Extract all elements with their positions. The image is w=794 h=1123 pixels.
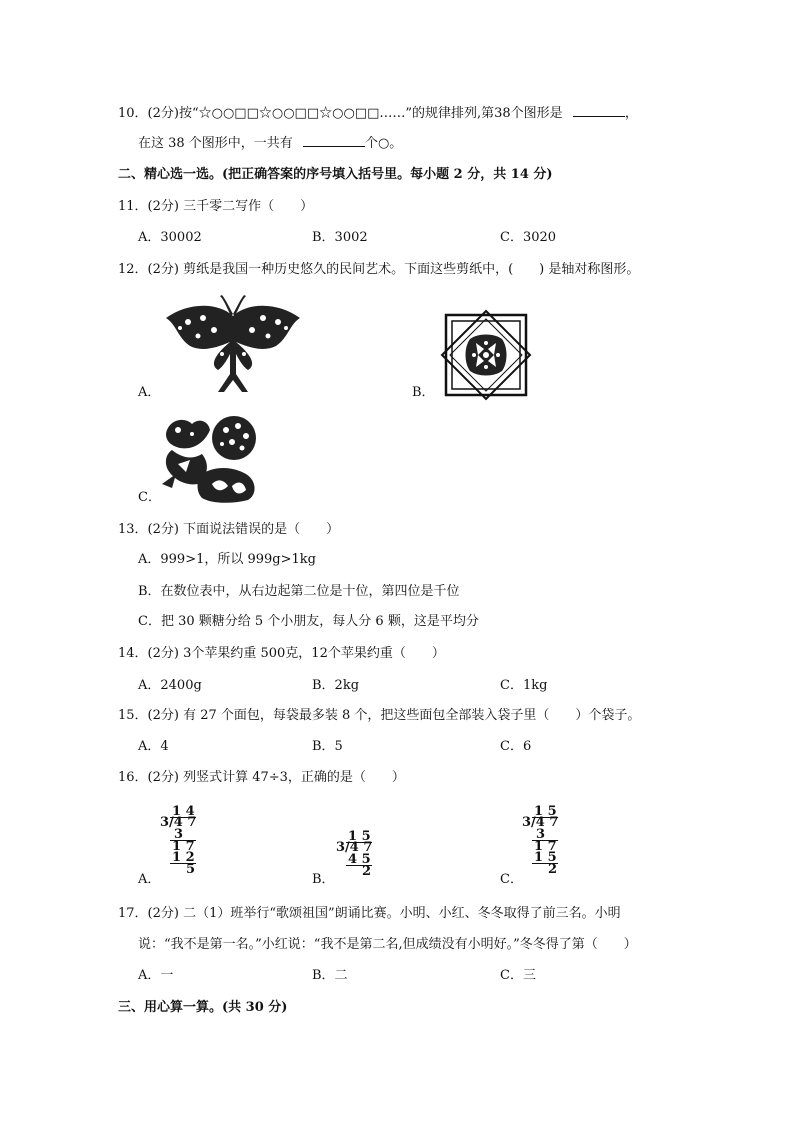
animal-flower-papercut-image	[162, 414, 262, 504]
q10-line1	[118, 104, 638, 123]
square-papercut-image	[440, 309, 532, 401]
q16-c-row2: 1 7	[534, 839, 557, 854]
q12-option-a[interactable]: A．	[138, 385, 161, 400]
q14-option-b[interactable]: B．2kg	[312, 678, 360, 693]
q12-stem: 12．(2分) 剪纸是我国一种历史悠久的民间艺术。下面这些剪纸中，( ) 是轴对称图形。	[118, 262, 640, 277]
q12-option-c[interactable]: C．	[138, 490, 161, 505]
q16-calc-b	[336, 831, 376, 877]
q16-c-row4: 2	[548, 862, 558, 877]
q16-option-b[interactable]: B．	[312, 872, 335, 887]
q12-option-b[interactable]: B．	[412, 385, 435, 400]
q11-option-c[interactable]: C．3020	[500, 230, 557, 245]
q10-text-a: 10．(2分)按“☆○○□□☆○○□□☆○○□□……”的规律排列,第38个图形是	[118, 106, 563, 121]
q16-option-c[interactable]: C．	[500, 872, 523, 887]
section-3-heading: 三、用心算一算。(共 30 分)	[118, 1000, 288, 1015]
q16-a-row3: 1 2	[172, 850, 195, 865]
q13-stem: 13．(2分) 下面说法错误的是（ ）	[118, 522, 340, 537]
q13-option-c[interactable]: C．把 30 颗糖分给 5 个小朋友，每人分 6 颗，这是平均分	[138, 614, 479, 629]
q16-c-row1: 3	[536, 827, 546, 842]
q11-option-b[interactable]: B．3002	[312, 230, 368, 245]
q14-option-a[interactable]: A．2400g	[138, 678, 202, 693]
q17-option-a[interactable]: A．一	[138, 968, 174, 983]
section-2-heading: 二、精心选一选。(把正确答案的序号填入括号里。每小题 2 分，共 14 分)	[118, 167, 553, 182]
q10-blank-1[interactable]	[573, 104, 625, 117]
q17-option-b[interactable]: B．二	[312, 968, 348, 983]
q11-option-a[interactable]: A．30002	[138, 230, 202, 245]
q16-a-dividend: 3/4 7	[160, 815, 197, 830]
q11-stem: 11．(2分) 三千零二写作（ ）	[118, 199, 314, 214]
q10-text-c: 在这 38 个图形中，一共有	[138, 136, 293, 151]
q15-option-a[interactable]: A．4	[138, 739, 169, 754]
q16-c-row3: 1 5	[534, 850, 557, 865]
q16-b-dividend: 3/4 7	[336, 840, 373, 855]
q16-b-row1: 4 5	[348, 852, 371, 867]
q17-line1: 17．(2分) 二（1）班举行“歌颂祖国”朗诵比赛。小明、小红、冬冬取得了前三名。小明	[118, 906, 621, 921]
q10-line2	[138, 134, 402, 153]
q14-stem: 14．(2分) 3个苹果约重 500克，12个苹果约重（ ）	[118, 646, 445, 661]
q10-text-d: 个○。	[364, 136, 403, 151]
q16-stem: 16．(2分) 列竖式计算 47÷3，正确的是（ ）	[118, 770, 405, 785]
q14-option-c[interactable]: C．1kg	[500, 678, 548, 693]
q16-b-quotient: 1 5	[348, 829, 371, 844]
q16-c-quotient: 1 5	[534, 804, 557, 819]
q16-calc-c	[522, 806, 562, 875]
q16-a-quotient: 1 4	[172, 804, 195, 819]
q13-option-a[interactable]: A．999>1，所以 999g>1kg	[138, 552, 316, 567]
q17-line2: 说：“我不是第一名。”小红说：“我不是第二名,但成绩没有小明好。”冬冬得了第（ ）	[138, 937, 637, 952]
q13-option-b[interactable]: B．在数位表中，从右边起第二位是十位，第四位是千位	[138, 584, 460, 599]
q15-option-c[interactable]: C．6	[500, 739, 532, 754]
q10-text-b: ，	[624, 106, 638, 121]
butterfly-papercut-image	[158, 294, 308, 394]
q16-a-row1: 3	[174, 827, 184, 842]
q16-c-dividend: 3/4 7	[522, 815, 559, 830]
q16-a-row4: 5	[186, 862, 196, 877]
q16-b-row2: 2	[362, 864, 372, 879]
q16-calc-a	[160, 806, 200, 875]
q16-option-a[interactable]: A．	[138, 872, 161, 887]
q10-blank-2[interactable]	[303, 134, 365, 147]
q15-option-b[interactable]: B．5	[312, 739, 343, 754]
q16-a-row2: 1 7	[172, 839, 195, 854]
q15-stem: 15．(2分) 有 27 个面包，每袋最多装 8 个，把这些面包全部装入袋子里（ ）个袋子。	[118, 708, 641, 723]
q17-option-c[interactable]: C．三	[500, 968, 536, 983]
